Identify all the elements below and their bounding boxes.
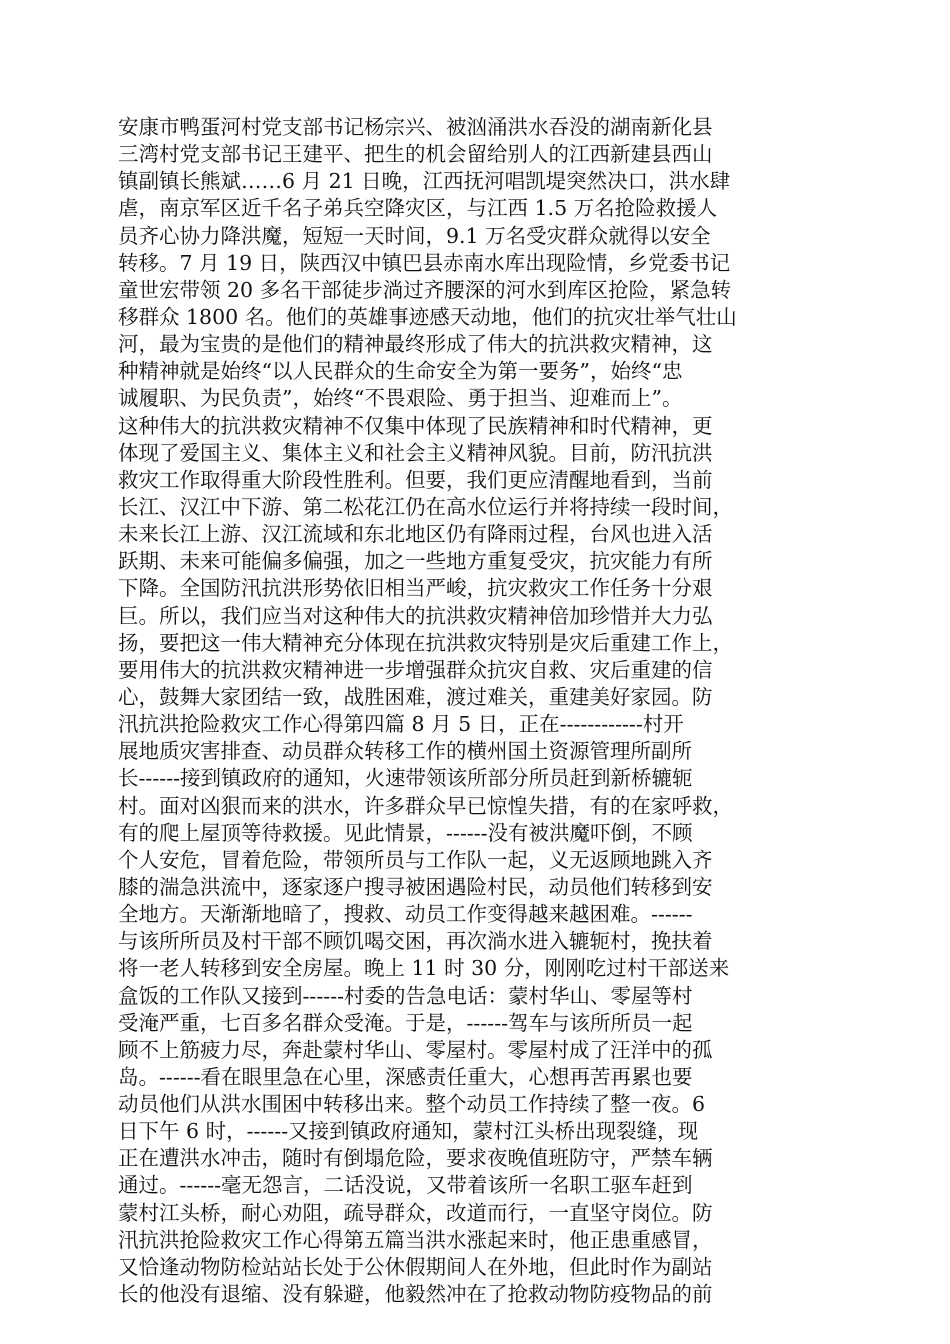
text-line: 蒙村江头桥，耐心劝阻，疏导群众，改道而行，一直坚守岗位。防 [118, 1200, 713, 1225]
text-line: 盒饭的工作队又接到------村委的告急电话：蒙村华山、零屋等村 [118, 983, 693, 1008]
text-line: 三湾村党支部书记王建平、把生的机会留给别人的江西新建县西山 [118, 142, 713, 167]
text-line: 汛抗洪抢险救灾工作心得第四篇 8 月 5 日，正在------------村开 [118, 712, 684, 737]
text-line: 安康市鸭蛋河村党支部书记杨宗兴、被汹涌洪水吞没的湖南新化县 [118, 115, 713, 139]
text-line: 受淹严重，七百多名群众受淹。于是，------驾车与该所所员一起 [118, 1010, 693, 1035]
text-line: 与该所所员及村干部不顾饥喝交困，再次淌水进入辘轭村，挽扶着 [118, 929, 713, 954]
text-line: 扬，要把这一伟大精神充分体现在抗洪救灾特别是灾后重建工作上， [118, 630, 733, 655]
text-line: 全地方。天渐渐地暗了，搜救、动员工作变得越来越困难。------ [118, 902, 693, 927]
text-line: 种精神就是始终“以人民群众的生命安全为第一要务”，始终“忠 [118, 359, 683, 384]
text-line: 移群众 1800 名。他们的英雄事迹感天动地，他们的抗灾壮举气壮山 [118, 304, 737, 329]
text-line: 动员他们从洪水围困中转移出来。整个动员工作持续了整一夜。6 [118, 1092, 706, 1117]
text-line: 河，最为宝贵的是他们的精神最终形成了伟大的抗洪救灾精神，这 [118, 332, 713, 357]
text-line: 跃期、未来可能偏多偏强，加之一些地方重复受灾，抗灾能力有所 [118, 549, 713, 574]
text-line: 展地质灾害排查、动员群众转移工作的横州国土资源管理所副所 [118, 739, 692, 764]
text-line: 长------接到镇政府的通知，火速带领该所部分所员赶到新桥辘轭 [118, 766, 693, 791]
text-line: 镇副镇长熊斌……6 月 21 日晚，江西抚河唱凯堤突然决口，洪水肆 [118, 169, 731, 194]
text-line: 下降。全国防汛抗洪形势依旧相当严峻，抗灾救灾工作任务十分艰 [118, 576, 713, 601]
text-line: 膝的湍急洪流中，逐家逐户搜寻被困遇险村民，动员他们转移到安 [118, 874, 713, 899]
text-line: 童世宏带领 20 多名干部徒步淌过齐腰深的河水到库区抢险，紧急转 [118, 277, 732, 302]
text-line: 将一老人转移到安全房屋。晚上 11 时 30 分，刚刚吃过村干部送来 [118, 956, 730, 981]
text-line: 通过。------毫无怨言，二话没说，又带着该所一名职工驱车赶到 [118, 1173, 693, 1198]
text-line: 村。面对凶狠而来的洪水，许多群众早已惊惶失措，有的在家呼救， [118, 793, 733, 818]
text-line: 有的爬上屋顶等待救援。见此情景，------没有被洪魔吓倒，不顾 [118, 820, 693, 845]
text-line: 员齐心协力降洪魔，短短一天时间，9.1 万名受灾群众就得以安全 [118, 223, 711, 248]
text-line: 顾不上筋疲力尽，奔赴蒙村华山、零屋村。零屋村成了汪洋中的孤 [118, 1037, 713, 1062]
text-line: 体现了爱国主义、集体主义和社会主义精神风貌。目前，防汛抗洪 [118, 440, 713, 465]
text-line: 又恰逢动物防检站站长处于公休假期间人在外地，但此时作为副站 [118, 1254, 713, 1279]
body-text [118, 114, 838, 1308]
text-line: 心，鼓舞大家团结一致，战胜困难，渡过难关，重建美好家园。防 [118, 684, 713, 709]
text-line: 转移。7 月 19 日，陕西汉中镇巴县赤南水库出现险情，乡党委书记 [118, 250, 731, 275]
text-line: 救灾工作取得重大阶段性胜利。但要，我们更应清醒地看到，当前 [118, 467, 713, 492]
text-line: 虐，南京军区近千名子弟兵空降灾区，与江西 1.5 万名抢险救援人 [118, 196, 718, 221]
text-line: 巨。所以，我们应当对这种伟大的抗洪救灾精神倍加珍惜并大力弘 [118, 603, 713, 628]
text-line: 长江、汉江中下游、第二松花江仍在高水位运行并将持续一段时间， [118, 494, 733, 519]
text-line: 岛。------看在眼里急在心里，深感责任重大，心想再苦再累也要 [118, 1064, 693, 1089]
text-line: 汛抗洪抢险救灾工作心得第五篇当洪水涨起来时，他正患重感冒， [118, 1227, 713, 1252]
text-line: 未来长江上游、汉江流域和东北地区仍有降雨过程，台风也进入活 [118, 522, 713, 547]
text-line: 诚履职、为民负责”，始终“不畏艰险、勇于担当、迎难而上”。 [118, 386, 683, 411]
text-line: 日下午 6 时，------又接到镇政府通知，蒙村江头桥出现裂缝，现 [118, 1119, 699, 1144]
text-line: 这种伟大的抗洪救灾精神不仅集中体现了民族精神和时代精神，更 [118, 413, 713, 438]
text-line: 长的他没有退缩、没有躲避，他毅然冲在了抢救动物防疫物品的前 [118, 1282, 713, 1307]
text-line: 要用伟大的抗洪救灾精神进一步增强群众抗灾自救、灾后重建的信 [118, 657, 713, 682]
text-line: 正在遭洪水冲击，随时有倒塌危险，要求夜晚值班防守，严禁车辆 [118, 1146, 713, 1171]
text-line: 个人安危，冒着危险，带领所员与工作队一起，义无返顾地跳入齐 [118, 847, 713, 872]
